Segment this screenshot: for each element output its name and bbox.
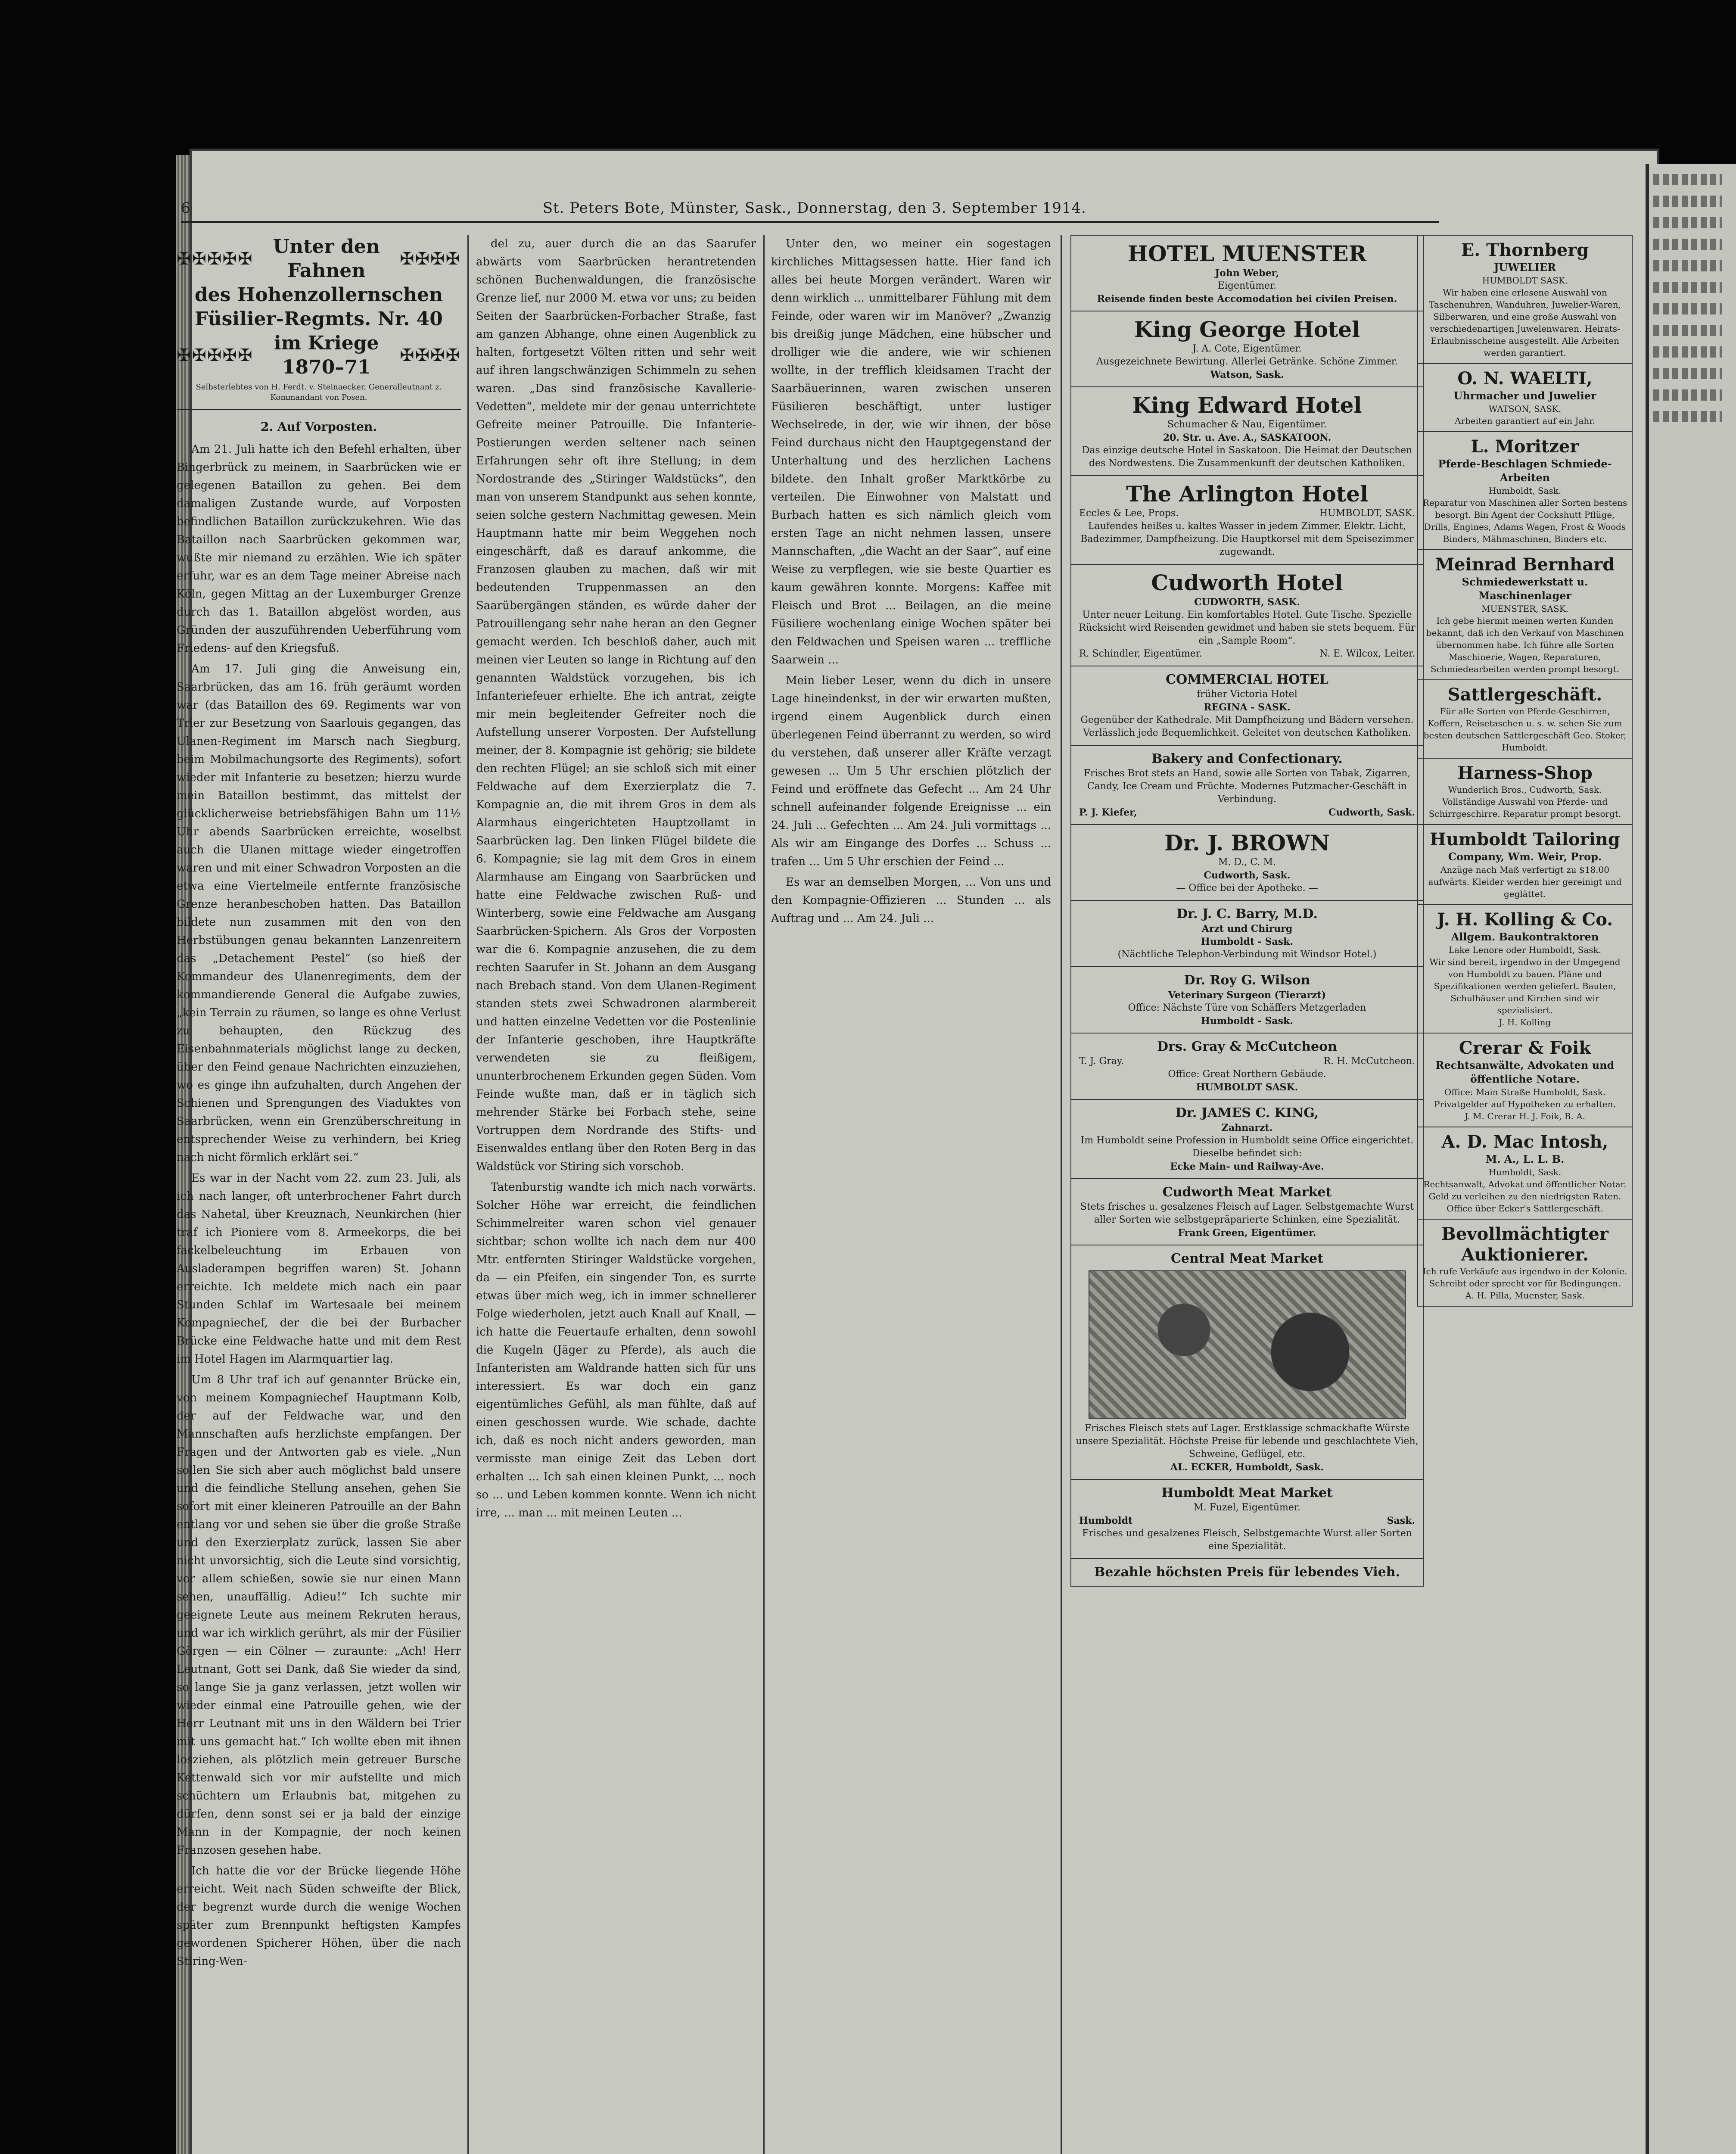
ad-text: Frisches Fleisch stets auf Lager. Erstklassige schmackhafte Würste unsere Spezialität. Höchste Preise für lebende und geschlachtete Vieh, Schweine, Geflügel, etc. (1076, 1423, 1419, 1460)
right-ad (1417, 364, 1633, 432)
ornament-icon: ✠✠✠✠✠ (177, 346, 253, 365)
ad-place: Lake Lenore oder Humboldt, Sask. (1448, 945, 1602, 955)
ad-title: Crerar & Foik (1459, 1038, 1591, 1058)
ad-subtitle: Arzt und Chirurg (1201, 923, 1293, 934)
article-paragraph: Ich hatte die vor der Brücke liegende Höhe erreicht. Weit nach Süden schweifte der Blick, der begrenzt wurde durch die wenige Wochen später zum Brennpunkt heftigsten Kampfes gewordenen Spicherer Höhen, über die nach Stiring-Wen- (177, 1865, 461, 1968)
right-ad (1417, 235, 1633, 364)
ad-title: Dr. J. C. Barry, M.D. (1176, 906, 1318, 921)
ad-place: MUENSTER, SASK. (1481, 604, 1568, 614)
section-title: 2. Auf Vorposten. (260, 420, 377, 434)
ad-subtitle: Zahnarzt. (1221, 1122, 1273, 1133)
article-body (771, 235, 1051, 928)
ad-title: Cudworth Hotel (1151, 570, 1343, 595)
ad-dr-king (1070, 1100, 1424, 1179)
ad-owner: P. J. Kiefer, (1079, 807, 1137, 818)
ad-place: Watson, Sask. (1210, 369, 1284, 380)
ad-subtitle: Rechtsanwälte, Advokaten und öffentliche Notare. (1435, 1059, 1615, 1085)
ad-text: Stets frisches u. gesalzenes Fleisch auf Lager. Selbstgemachte Wurst aller Sorten wie selbstgepräparierte Schinken, eine Spezialität. (1080, 1202, 1414, 1225)
ad-title: Sattlergeschäft. (1447, 685, 1602, 705)
ad-text: Frisches Brot stets an Hand, sowie alle Sorten von Tabak, Zigarren, Candy, Ice Cream und Früchte. Modernes Putzmacher-Geschäft in Verbindung. (1083, 768, 1411, 805)
ad-subtitle: M. A., L. L. B. (1485, 1153, 1565, 1165)
ad-text: Das einzige deutsche Hotel in Saskatoon. Die Heimat der Deutschen des Nordwestens. Die Zusammenkunft der deutschen Katholiken. (1082, 445, 1412, 469)
advertisement-column (1070, 235, 1424, 2154)
article-paragraph: Unter den, wo meiner ein sogestagen kirchliches Mittagsessen hatte. Hier fand ich alles bei heute Morgen verändert. Waren wir denn wirklich ... unmittelbarer Fühlung mit dem Feinde, oder waren wir im Manöver? „Zwanzig bis dreißig junge Mädchen, eine hübscher und drolliger wie die andere, wie wir schienen wollte, in der trefflich kleidsamen Tracht der Saarbäuerinnen, waren zwischen unseren Füsilieren beschäftigt, unter lustiger Wechselrede, in der, wie wir ihnen, der böse Feind durchaus nicht den Hauptgegenstand der Unterhaltung und des herzlichen Lachens bildete. den Inhalt großer Marktkörbe zu verteilen. Die Einwohner von Malstatt und Burbach hatten es sich nämlich gleich vom ersten Tage an nicht nehmen lassen, unsere Mannschaften, „die Wacht an der Saar“, auf eine Weise zu verpflegen, wie sie beste Quartier es kaum gewähren konnte. Morgens: Kaffee mit Fleisch und Brot ... Beilagen, an die meine Füsiliere wochenlang einige Wochen später bei den Feldwachen und Speisen waren ... treffliche Saarwein ... (771, 237, 1051, 666)
ad-text: Ausgezeichnete Bewirtung. Allerlei Getränke. Schöne Zimmer. (1096, 356, 1398, 367)
ad-owner: AL. ECKER, Humboldt, Sask. (1170, 1462, 1324, 1473)
article-column-2 (476, 235, 756, 2154)
article-headline (177, 235, 461, 410)
ad-king-george-hotel (1070, 311, 1424, 387)
ad-place: 20. Str. u. Ave. A., SASKATOON. (1163, 432, 1332, 443)
ad-title: Dr. Roy G. Wilson (1184, 973, 1310, 988)
ad-text: Vollständige Auswahl von Pferde- und Schirrgeschirre. Reparatur prompt besorgt. (1428, 797, 1621, 819)
ad-title: Cudworth Meat Market (1162, 1185, 1332, 1200)
column-rule (763, 235, 765, 2154)
ad-title: Dr. JAMES C. KING, (1175, 1105, 1319, 1121)
ad-subtitle: Pferde-Beschlagen Schmiede-Arbeiten (1438, 458, 1612, 484)
column-rule (1061, 235, 1062, 2154)
ad-commercial-hotel (1070, 666, 1424, 746)
ad-title: The Arlington Hotel (1126, 481, 1368, 507)
ad-title: Meinrad Bernhard (1435, 554, 1615, 575)
article-body (476, 235, 756, 1522)
page-number: 6 (181, 199, 190, 217)
ad-text: Ich rufe Verkäufe aus irgendwo in der Kolonie. Schreibt oder sprecht vor für Bedingungen. (1422, 1266, 1627, 1289)
page-header (181, 195, 1439, 223)
article-paragraph: Es war in der Nacht vom 22. zum 23. Juli, als ich nach langer, oft unterbrochener Fahrt durch das Nahetal, über Kreuznach, Neunkirchen (hier traf ich Pioniere vom 8. Armeekorps, die bei fackelbeleuchtung im Erbauen von Ausladerampen begriffen waren) St. Johann erreichte. Ich meldete mich nach ein paar Stunden Schlaf im Wartesaale bei meinem Kompagniechef, der die bei der Burbacher Brücke eine Feldwache hatte und mit dem Rest im Hotel Hagen im Alarmquartier lag. (177, 1172, 461, 1366)
right-ad (1417, 759, 1633, 825)
ad-title: Central Meat Market (1171, 1251, 1323, 1266)
column-rule (467, 235, 469, 2154)
article-paragraph: Es war an demselben Morgen, ... Von uns und den Kompagnie-Offizieren ... Stunden ... als Auftrag und ... Am 24. Juli ... (771, 876, 1051, 925)
ad-title: Dr. J. BROWN (1164, 830, 1330, 856)
ad-hotel-muenster (1070, 235, 1424, 311)
headline-line-3: im Kriege 1870–71 (274, 332, 379, 378)
ad-place: CUDWORTH, SASK. (1194, 597, 1300, 608)
right-ad (1417, 825, 1633, 905)
right-ad (1417, 1033, 1633, 1127)
ad-owner: J. H. Kolling (1499, 1017, 1551, 1027)
ad-title: J. H. Kolling & Co. (1437, 909, 1613, 930)
ad-title: O. N. WAELTI, (1457, 368, 1593, 389)
ad-text: Arbeiten garantiert auf ein Jahr. (1454, 416, 1596, 426)
butcher-illustration (1089, 1270, 1406, 1419)
ad-subtitle: Allgem. Baukontraktoren (1451, 931, 1599, 943)
ad-owner: Eccles & Lee, Props. (1079, 508, 1179, 519)
ad-subtitle: JUWELIER (1494, 261, 1556, 274)
newspaper-title: St. Peters Bote, Münster, Sask., Donnerstag, den 3. September 1914. (542, 199, 1086, 217)
ad-text: Wir haben eine erlesene Auswahl von Taschenuhren, Wanduhren, Juwelier-Waren, Silberwaren, und eine große Auswahl von verschiedenartigen Juwelenwaren. Heirats-Erlaubnisscheine ausgestellt. Alle Arbeiten werden garantiert. (1429, 287, 1621, 358)
article-column-1 (177, 235, 461, 2154)
ad-title: Harness-Shop (1457, 763, 1593, 783)
ad-title: A. D. Mac Intosh, (1441, 1132, 1608, 1152)
headline-line-1: Unter den Fahnen (273, 236, 380, 282)
ad-text: Anzüge nach Maß verfertigt zu $18.00 aufwärts. Kleider werden hier gereinigt und geglättet. (1428, 865, 1622, 899)
ad-text: Gegenüber der Kathedrale. Mit Dampfheizung und Bädern versehen. Verlässlich jede Bequemlichkeit. Geleitet von deutschen Katholiken. (1080, 715, 1414, 738)
ad-text: Laufendes heißes u. kaltes Wasser in jedem Zimmer. Elektr. Licht, Badezimmer, Dampfheizung. Die Hauptkorsel mit dem Speisezimmer zugewandt. (1080, 521, 1414, 557)
ad-place: Humboldt (1079, 1515, 1133, 1526)
ad-arlington-hotel (1070, 476, 1424, 565)
ad-text: Unter neuer Leitung. Ein komfortables Hotel. Gute Tische. Spezielle Rücksicht wird Reisenden gewidmet und haben sie stets bequem. Für ein „Sample Room“. (1079, 610, 1416, 646)
ad-owner: A. H. Pilla, Muenster, Sask. (1465, 1290, 1585, 1301)
ad-text: Reparatur von Maschinen aller Sorten bestens besorgt. Bin Agent der Cockshutt Pflüge, Drills, Engines, Adams Wagen, Frost & Woods Binders, Mähmaschinen, Binders etc. (1422, 498, 1627, 544)
ad-place: Cudworth, Sask. (1328, 807, 1415, 818)
article-paragraph: Tatenburstig wandte ich mich nach vorwärts. Solcher Höhe war erreicht, die feindlichen Schimmelreiter waren schon viel genauer sichtbar; schon wollte ich nach dem nur 400 Mtr. entfernten Stiringer Waldstücke vorgehen, da — ein Pfeifen, ein singender Ton, es surrte etwas über mich weg, ich in immer schnellerer Folge wiederholen, jetzt auch Knall auf Knall, — ich hatte die Feuertaufe erhalten, denn sowohl die Kugeln (Jäger zu Pferde), als auch die Infanteristen am Waldrande hatten sich für uns interessiert. Es war doch ein ganz eigentümliches Gefühl, als man fühlte, daß auf einen geschossen wurde. Wie schade, dachte ich, daß es noch nicht anders geworden, man vermisste man einige Zeit das Leben dort erhalten ... Ich sah einen kleinen Punkt, ... noch so ... und Leben kommen konnte. Wenn ich nicht irre, ... man ... mit meinen Leuten ... (476, 1181, 756, 1519)
ad-subtitle: früher Victoria Hotel (1197, 689, 1297, 700)
ad-title: King Edward Hotel (1132, 392, 1362, 418)
ad-gray-mccutcheon (1070, 1033, 1424, 1100)
ad-place: HUMBOLDT SASK. (1482, 275, 1568, 286)
ad-title: Humboldt Tailoring (1430, 829, 1620, 850)
ad-text: Im Humboldt seine Profession in Humboldt seine Office eingerichtet. Dieselbe befindet sich: (1080, 1135, 1414, 1159)
right-ad (1417, 1220, 1633, 1307)
right-ad (1417, 680, 1633, 759)
ad-text: Rechtsanwalt, Advokat und öffentlicher Notar. Geld zu verleihen zu den niedrigsten Raten. Office über Ecker's Sattlergeschäft. (1423, 1179, 1627, 1214)
article-paragraph: Am 17. Juli ging die Anweisung ein, Saarbrücken, das am 16. früh geräumt worden war (das Bataillon des 69. Regiments war von Trier zur Besetzung von Saarlouis gegangen, das Ulanen-Regiment im Marsch nach Siegburg, beim Mobilmachungsorte des Regiments), sofort wieder mit Infanterie zu besetzen; hierzu wurde mein Bataillon bestimmt, das mittelst der glücklicherweise betriebsfähigen Bahn um 11½ Uhr abends Saarbrücken erreichte, woselbst auch die Ulanen mittage wieder eingetroffen waren und mit einer Schwadron Vorposten an die etwa eine Viertelmeile entfernte französische Grenze heranbeschoben hatten. Das Bataillon bildete nun zusammen mit den von den Herbstübungen genau bekannten Lanzenreitern das „Detachement Pestel“ (so hieß der Kommandeur des Ulanenregiments, dem der kommandierende General die Aufgabe zuwies, „kein Terrain zu räumen, so lange es ohne Verlust zu behaupten, den Rückzug des Eisenbahnmaterials möglichst lange zu decken, über den Feind genaue Nachrichten einzuziehen, wo es ginge ihn aufzuhalten, durch Angehen der Schienen und Sprengungen des Viaduktes von Saarbrücken, wenn ein Grenzüberschreitung in entsprechender Weise zu verhindern, bei Krieg nach nicht förmlich erklärt sei.“ (177, 663, 461, 1164)
ad-owner: R. H. McCutcheon. (1323, 1056, 1415, 1067)
ad-owner: M. Fuzel, Eigentümer. (1194, 1502, 1300, 1513)
ad-title: Bevollmächtigter Auktionierer. (1441, 1224, 1608, 1265)
right-ad (1417, 550, 1633, 680)
ad-title: King George Hotel (1134, 317, 1360, 342)
ad-dr-brown (1070, 825, 1424, 901)
ad-place: Humboldt - Sask. (1201, 1015, 1293, 1027)
ad-title: L. Moritzer (1471, 436, 1579, 457)
ad-humboldt-meat-market (1070, 1480, 1424, 1559)
ad-title: Humboldt Meat Market (1161, 1485, 1333, 1500)
ad-text: — Office bei der Apotheke. — (1176, 883, 1318, 893)
ad-subtitle: Veterinary Surgeon (Tierarzt) (1168, 990, 1326, 1001)
ad-place: Humboldt, Sask. (1488, 486, 1562, 496)
ad-place: HUMBOLDT SASK. (1196, 1082, 1298, 1093)
ad-title: Drs. Gray & McCutcheon (1157, 1039, 1337, 1054)
article-paragraph: Mein lieber Leser, wenn du dich in unsere Lage hineindenkst, in der wir erwarten mußten, irgend einem Augenblick durch einen überlegenen Feind überrannt zu werden, so wird du verstehen, daß unserer aller Kräfte verzagt gewesen ... Um 5 Uhr erschien plötzlich der Feind und eröffnete das Gefecht ... Am 24 Uhr schnell aufeinander folgende Ereignisse ... ein 24. Juli ... Gefechten ... Am 24. Juli vormittags ... Als wir am Eingange des Dorfes ... Schuss ... trafen ... Um 5 Uhr erschien der Feind ... (771, 674, 1051, 868)
ad-place: WATSON, SASK. (1488, 404, 1562, 414)
right-ad (1417, 432, 1633, 550)
ad-text: Ich gebe hiermit meinen werten Kunden bekannt, daß ich den Verkauf von Maschinen übernommen habe. Ich führe alle Sorten Maschinerie, Wagen, Reparaturen, Schmiedearbeiten werden prompt besorgt. (1426, 616, 1624, 674)
ad-place: REGINA - SASK. (1204, 702, 1291, 713)
ad-vieh (1070, 1559, 1424, 1587)
ad-text: Office: Main Straße Humboldt, Sask. Privatgelder auf Hypotheken zu erhalten. (1434, 1087, 1616, 1109)
next-page-edge (1646, 164, 1736, 2154)
ad-title: COMMERCIAL HOTEL (1166, 672, 1328, 687)
ad-subtitle: Company, Wm. Weir, Prop. (1448, 850, 1602, 863)
ad-cudworth-meat-market (1070, 1179, 1424, 1245)
content-layer (0, 149, 1654, 2154)
ad-text: Frisches und gesalzenes Fleisch, Selbstgemachte Wurst aller Sorten eine Spezialität. (1082, 1528, 1412, 1552)
ad-owner: John Weber, (1215, 268, 1279, 279)
ad-cudworth-hotel (1070, 565, 1424, 666)
ad-owner: R. Schindler, Eigentümer. (1079, 648, 1202, 659)
ad-place: Wunderlich Bros., Cudworth, Sask. (1448, 784, 1602, 795)
ad-manager: N. E. Wilcox, Leiter. (1319, 648, 1415, 659)
article-column-3 (771, 235, 1051, 2154)
ad-text: Für alle Sorten von Pferde-Geschirren, Koffern, Reisetaschen u. s. w. sehen Sie zum besten deutschen Sattlergeschäft Geo. Stoker, Humboldt. (1423, 706, 1627, 753)
headline-line-2: des Hohenzollernschen Füsilier-Regmts. Nr. 40 (194, 284, 443, 330)
ad-text: (Nächtliche Telephon-Verbindung mit Windsor Hotel.) (1117, 949, 1377, 960)
ad-owner: T. J. Gray. (1079, 1056, 1124, 1067)
article-paragraph: Am 21. Juli hatte ich den Befehl erhalten, über Bingerbrück zu meinem, in Saarbrücken wie er gelegenen Bataillon zu gehen. Bei dem damaligen Zustande wurde, auf Vorposten befindlichen Bataillon zurückzukehren. Wie das Bataillon nach Saarbrücken gekommen war, wußte mir niemand zu erzählen. Wie ich später erfuhr, war es an dem Tage meiner Abreise nach Köln, gegen Mittag an der Luxemburger Grenze durch das 1. Bataillon abgelöst worden, aus Gründen der auszuführenden Ueberführung vom Friedens- auf den Kriegsfuß. (177, 443, 461, 655)
ad-text: Reisende finden beste Accomodation bei civilen Preisen. (1097, 293, 1397, 305)
right-advertisement-column (1417, 235, 1633, 2154)
right-ad (1417, 905, 1633, 1033)
ad-central-meat-market (1070, 1245, 1424, 1480)
ad-place: Sask. (1387, 1515, 1415, 1526)
ad-text: Office: Nächste Türe von Schäffers Metzgerladen (1128, 1002, 1366, 1013)
article-paragraph: del zu, auer durch die an das Saarufer abwärts vom Saarbrücken herantretenden schönen Buchenwaldungen, die französische Grenze lief, nur 2000 M. etwa vor uns; zu beiden Seiten der Saarbrücken-Forbacher Straße, fast am ganzen Abhange, ohne einen Augenblick zu halten, fortgesetzt Völten ritten und sehr weit auf ihren langschwänzigen Schimmeln zu sehen waren. „Das sind französische Kavallerie-Vedetten“, meldete mir der genau unterrichtete Gefreite meiner Patrouille. Die Infanterie-Postierungen werden seltener nach seinen Erfahrungen sehr oft ihre Stellung; in dem Nordostrande des „Stiringer Waldstücks“, den man von unserem Standpunkt aus sehen konnte, seien solche gestern Nachmittag gewesen. Mein Hauptmann hatte mir beim Weggehen noch eingeschärft, daß es darauf ankomme, die Franzosen glauben zu machen, daß wir mit bedeutenden Truppenmassen an den Saarübergängen ständen, es würde daher der Patrouillengang sehr nahe heran an den Gegner gemacht werden. Ich beschloß daher, auch mit meinen vier Leuten so lange in Richtung auf den genannten Waldstück vorzugehen, bis ich Infanteriefeuer erhielte. Ehe ich antrat, zeigte mir mein begleitender Gefreiter noch die Aufstellung unserer Vorposten. Der Aufstellung meiner, der 8. Kompagnie ist gehörig; sie bildete den rechten Flügel; an sie schloß sich mit einer Feldwache auf dem Exerzierplatz die 7. Kompagnie an, die mit ihrem Gros in dem als Alarmhaus eingerichteten Hauptzollamt in Saarbrücken lag. Den linken Flügel bildete die 6. Kompagnie; sie lag mit dem Gros in einem Alarmhause am Eingang von Saarbrücken und hatte eine Feldwache zwischen Ruß- und Winterberg, sowie eine Feldwache am Ausgang Saarbrücken-Spichern. Als Gros der Vorposten war die 6. Kompagnie anzusehen, die zu dem rechten Saarufer in St. Johann an dem Ausgang nach Brebach stand. Von dem Ulanen-Regiment standen stets zwei Schwadronen alarmbereit und hatten einzelne Vedetten vor die Postenlinie der Infanterie geschoben, ihre Hauptkräfte verwendeten sie zu fleißigem, ununterbrochenem Erkunden gegen Süden. Vom Feinde wußte man, daß er in täglich sich mehrender Stärke bei Forbach stehe, seine Vortruppen dem Nordrande des Stifts- und Eisenwaldes entlang über den Roten Berg in das Waldstück vor Stiring sich vorschob. (476, 237, 756, 1173)
ad-owner: J. M. Crerar H. J. Foik, B. A. (1464, 1111, 1586, 1121)
ad-place: Cudworth, Sask. (1204, 870, 1291, 881)
ad-owner: J. A. Cote, Eigentümer. (1192, 343, 1302, 354)
ad-subtitle: M. D., C. M. (1218, 857, 1276, 868)
ad-title: HOTEL MUENSTER (1127, 241, 1367, 266)
ad-text: Wir sind bereit, irgendwo in der Umgegend von Humboldt zu bauen. Pläne und Spezifikationen werden geliefert. Bauten, Schulhäuser und Kirchen sind wir spezialisiert. (1429, 957, 1621, 1015)
ornament-icon: ✠✠✠✠ (399, 346, 461, 365)
ornament-icon: ✠✠✠✠✠ (177, 249, 253, 269)
ad-subtitle: Schmiedewerkstatt u. Maschinenlager (1462, 576, 1588, 602)
right-ad (1417, 1127, 1633, 1220)
ad-place: Humboldt, Sask. (1488, 1167, 1562, 1177)
ad-king-edward-hotel (1070, 387, 1424, 476)
ad-dr-barry (1070, 901, 1424, 967)
article-body (177, 440, 461, 1970)
ad-dr-wilson (1070, 967, 1424, 1033)
ad-owner: Frank Green, Eigentümer. (1178, 1227, 1316, 1239)
ad-title: Bakery and Confectionary. (1151, 751, 1343, 766)
ad-owner: Schumacher & Nau, Eigentümer. (1167, 419, 1327, 430)
article-paragraph: Um 8 Uhr traf ich auf genannter Brücke ein, von meinem Kompagniechef Hauptmann Kolb, der auf der Feldwache war, und den Mannschaften aufs herzlichste empfangen. Der Fragen und der Antworten gab es viele. „Nun sollen Sie sich aber auch möglichst bald unsere und die feindliche Stellung ansehen, gehen Sie sofort mit einer kleineren Patrouille an der Bahn entlang vor und sehen sie über die große Straße und den Exerzierplatz zurück, lassen Sie aber nicht unvorsichtig, sich die Leute sind vorsichtig, vor allem schießen, sowie sie nur einen Mann sehen, unauffällig. Adieu!“ Ich suchte mir geeignete Leute aus meinem Rekruten heraus, und war ich wirklich gerührt, als mir der Füsilier Görgen — ein Cölner — zuraunte: „Ach! Herr Leutnant, Gott sei Dank, daß Sie wieder da sind, so lange Sie ja ganz verlassen, jetzt wollen wir wieder einmal eine Patrouille gehen, wie der Herr Leutnant mit uns in den Wäldern bei Trier mit uns gemacht hat.“ Ich wollte eben mit ihnen losziehen, als plötzlich mein getreuer Bursche Kettenwald sich vor mir aufstellte und mich schüchtern um Erlaubnis bat, mitgehen zu dürfen, denn sonst sei er ja bald der einzige Mann in der Kompagnie, der noch keinen Franzosen gesehen habe. (177, 1373, 461, 1857)
ad-role: Eigentümer. (1217, 280, 1277, 291)
ad-title: Bezahle höchsten Preis für lebendes Vieh. (1094, 1565, 1400, 1580)
ad-place: Ecke Main- und Railway-Ave. (1170, 1161, 1324, 1172)
ornament-icon: ✠✠✠✠ (399, 249, 461, 269)
ad-place: HUMBOLDT, SASK. (1319, 508, 1415, 519)
ad-subtitle: Uhrmacher und Juwelier (1453, 389, 1596, 402)
article-byline: Selbsterlebtes von H. Ferdt. v. Steinaecker, Generalleutnant z. Kommandant von Posen. (196, 383, 442, 402)
ad-title: E. Thornberg (1461, 240, 1589, 260)
ad-place: Humboldt - Sask. (1201, 936, 1293, 947)
ad-text: Office: Great Northern Gebäude. (1168, 1069, 1326, 1080)
ad-bakery (1070, 746, 1424, 825)
